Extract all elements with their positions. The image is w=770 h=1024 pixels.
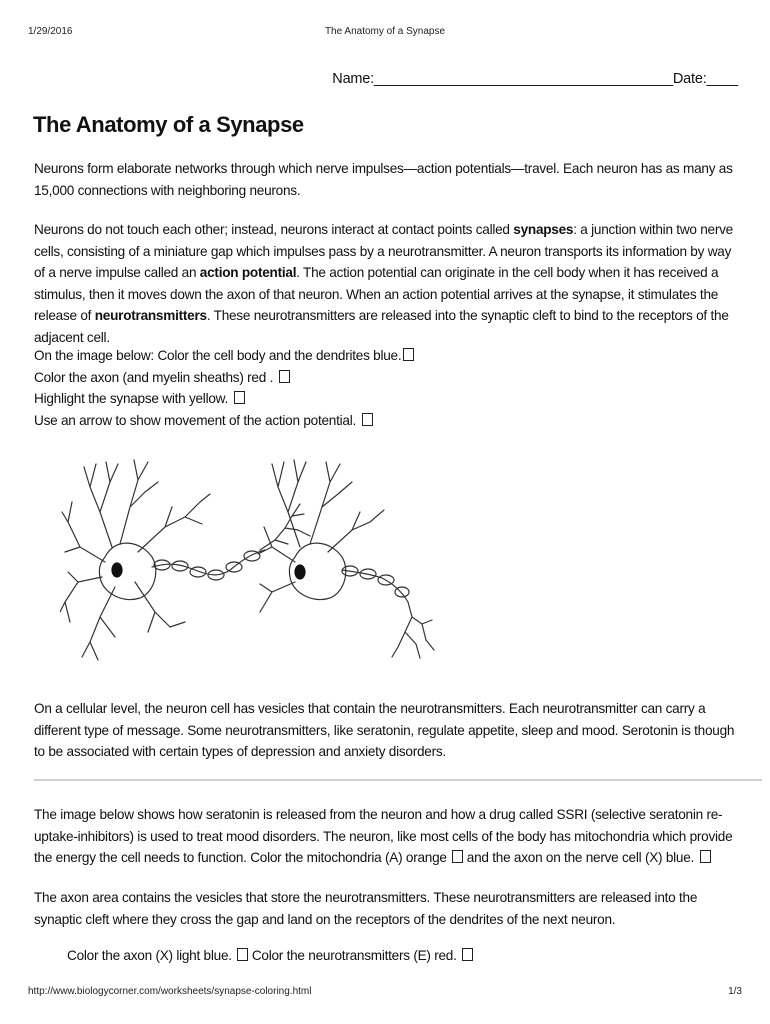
neuron-1-axon-terminal (260, 504, 310, 550)
paragraph-vesicles: On a cellular level, the neuron cell has vesicles that contain the neurotransmitters. Each neurotransmitter can carry a different type of message. Some neurotransmitters, like seratonin, regulate appetite, sleep and mood. Serotonin is though to be associated with certain types of depression and anxiety disorders. (34, 701, 735, 759)
checklist-text: Highlight the synapse with yellow. (34, 391, 232, 406)
checkbox-icon[interactable] (237, 948, 248, 961)
neuron-diagram-image (60, 452, 440, 672)
neuron-2-axon-terminal (392, 602, 434, 658)
checklist-text: Use an arrow to show movement of the action potential. (34, 412, 360, 428)
p2-text-c: : a junction within two nerve cells, consisting of a miniature gap which impulses pass by a neurotransmitter. A neuron transports its information by way of a nerve impulse called an (34, 222, 733, 280)
footer-page-number: 1/3 (728, 986, 742, 997)
term-neurotransmitters: neurotransmitters (94, 308, 207, 323)
checklist-text: Color the axon (and myelin sheaths) red . (34, 369, 277, 385)
p2-text-e: . The action potential can originate in the cell body when it has received a stimulus, then it moves down the axon of that neuron. When an action potential arrives at the synapse, it stimulates the release of (34, 265, 719, 323)
date-label: Date: (672, 71, 707, 87)
neuron-1-nucleus (112, 563, 122, 577)
term-action-potential: action potential (199, 265, 297, 280)
checklist-item (34, 388, 414, 410)
paragraph-axon-area: The axon area contains the vesicles that store the neurotransmitters. These neurotransmitters are released into the synaptic cleft where they cross the gap and land on the receptors of the dendrites of the next neuron. (34, 890, 698, 927)
neuron-1-dendrites (60, 460, 210, 660)
neuron-2-axon (342, 566, 409, 602)
checklist-item (34, 345, 414, 367)
neuron-2-dendrites (258, 460, 384, 612)
paragraph-synapse (34, 219, 740, 348)
paragraph-ssri (34, 804, 740, 869)
checklist-item (34, 410, 414, 432)
checklist-text: On the image below: Color the cell body and the dendrites blue. (34, 348, 402, 363)
p4-text-b: and the axon on the nerve cell (X) blue. (463, 850, 698, 865)
header-title: The Anatomy of a Synapse (324, 26, 446, 37)
date-blank[interactable]: ____ (706, 71, 738, 87)
header-date: 1/29/2016 (28, 26, 73, 37)
checklist-item (34, 367, 414, 389)
color-instructions-line (67, 948, 473, 963)
checkbox-icon[interactable] (452, 850, 463, 863)
page-title: The Anatomy of a Synapse (33, 112, 304, 137)
last-line-text-a: Color the axon (X) light blue. (67, 948, 236, 963)
checkbox-icon[interactable] (403, 348, 414, 361)
name-label: Name: (332, 71, 375, 87)
coloring-checklist (34, 345, 414, 431)
neuron-2-nucleus (295, 565, 305, 579)
p2-text-a: Neurons do not touch each other; instead, neurons interact at contact points called (34, 222, 514, 237)
checkbox-icon[interactable] (462, 948, 473, 961)
name-date-fields (332, 71, 738, 87)
section-divider (34, 779, 762, 781)
checkbox-icon[interactable] (234, 391, 245, 404)
checkbox-icon[interactable] (362, 413, 373, 426)
p2-text-g: . These neurotransmitters are released into the synaptic cleft to bind to the receptors of the adjacent cell. (34, 308, 729, 345)
last-line-text-b: Color the neurotransmitters (E) red. (248, 948, 461, 963)
paragraph-intro: Neurons form elaborate networks through which nerve impulses—action potentials—travel. Each neuron has as many as 15,000 connections with neighboring neurons. (34, 161, 733, 198)
neuron-1-cell-body (99, 543, 155, 599)
name-blank[interactable]: ______________________________________ (374, 71, 673, 87)
term-synapses: synapses (513, 222, 574, 237)
checkbox-icon[interactable] (700, 850, 711, 863)
footer-url[interactable]: http://www.biologycorner.com/worksheets/synapse-coloring.html (28, 986, 312, 997)
checkbox-icon[interactable] (279, 370, 290, 383)
neuron-1-axon (152, 550, 265, 580)
p4-text-a: The image below shows how seratonin is released from the neuron and how a drug called SSRI (selective seratonin re-uptake-inhibitors) is used to treat mood disorders. The neuron, like most cells of the body has mitochondria which provide the energy the cell needs to function. Color the mitochondria (A) orange (34, 807, 733, 865)
